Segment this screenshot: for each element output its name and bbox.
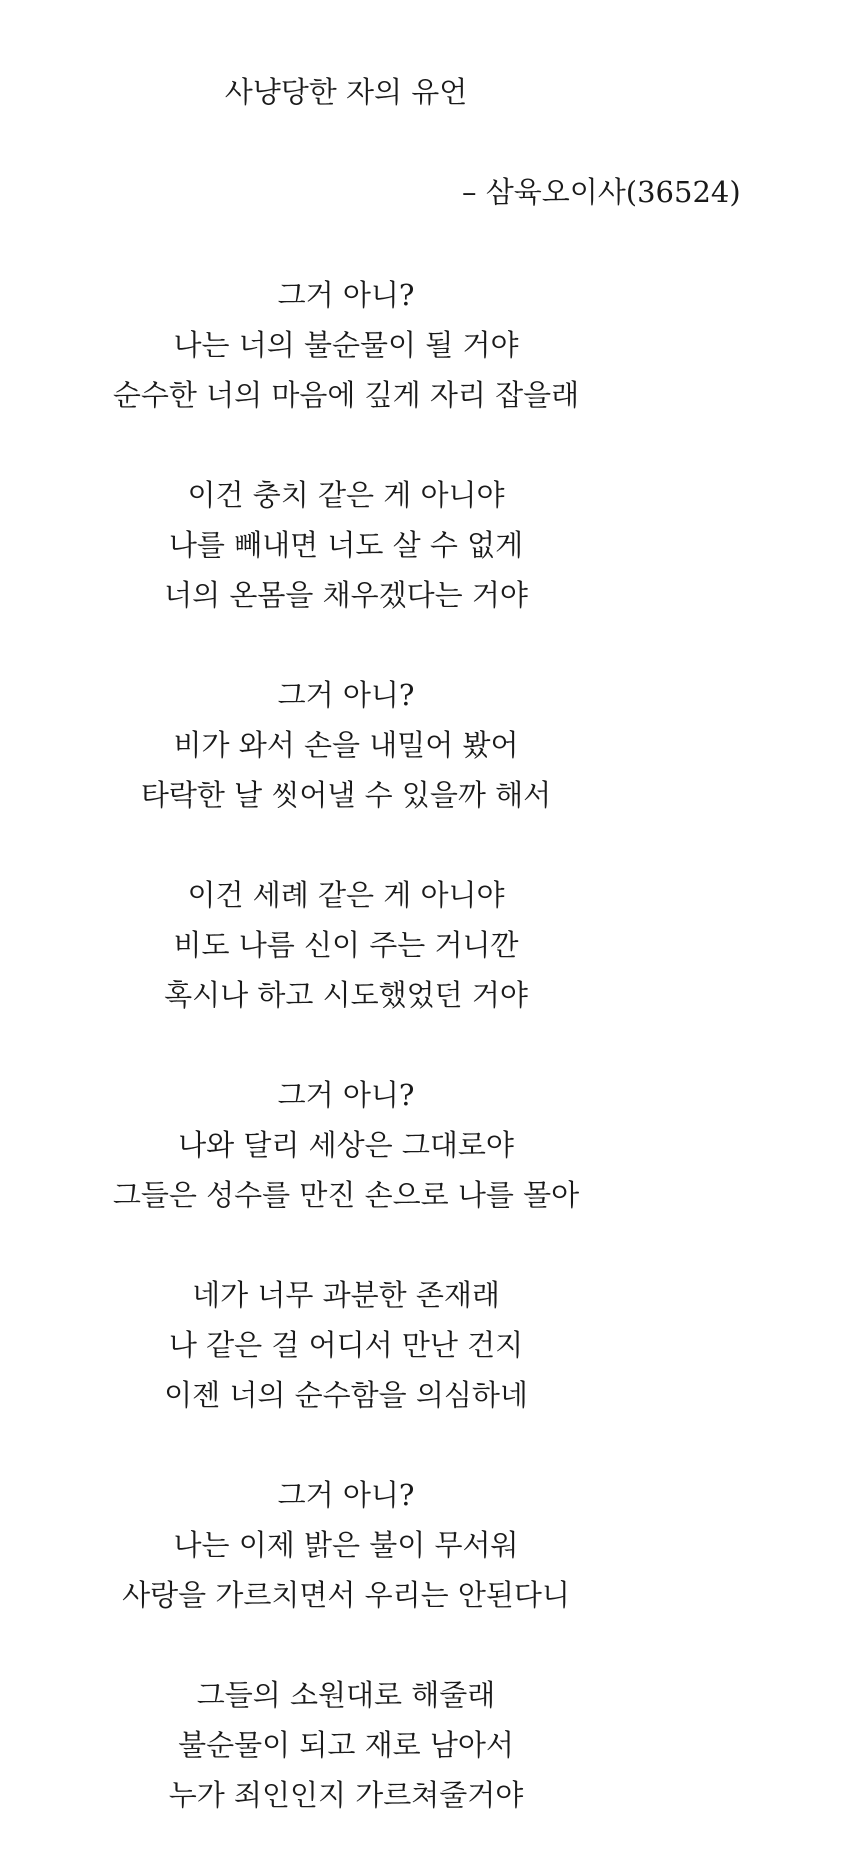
stanza <box>0 1470 768 1620</box>
poem-line: 비도 나름 신이 주는 거니깐 <box>173 928 519 962</box>
poem-line: 이젠 너의 순수함을 의심하네 <box>164 1378 528 1412</box>
poem-line: 불순물이 되고 재로 남아서 <box>178 1728 514 1762</box>
poem-body <box>0 270 768 1870</box>
poem-line: 순수한 너의 마음에 깊게 자리 잡을래 <box>112 378 580 412</box>
poem-line: 비가 와서 손을 내밀어 봤어 <box>173 728 519 762</box>
stanza <box>0 1270 768 1420</box>
stanza <box>0 870 768 1020</box>
poem-title: 사냥당한 자의 유언 <box>224 75 468 109</box>
poem-line: 그거 아니? <box>277 1078 415 1112</box>
poem-line: 너의 온몸을 채우겠다는 거야 <box>164 578 528 612</box>
poem-line: 나는 너의 불순물이 될 거야 <box>173 328 519 362</box>
poem-line: 그거 아니? <box>277 678 415 712</box>
poem-line: 사랑을 가르치면서 우리는 안된다니 <box>122 1578 570 1612</box>
stanza <box>0 270 768 420</box>
poem-line: 누가 죄인인지 가르쳐줄거야 <box>168 1778 524 1812</box>
poem-line: 나를 빼내면 너도 살 수 없게 <box>168 528 524 562</box>
poem-line: 그거 아니? <box>277 1478 415 1512</box>
poem-line: 그들은 성수를 만진 손으로 나를 몰아 <box>112 1178 580 1212</box>
stanza <box>0 470 768 620</box>
poem-line: 그들의 소원대로 해줄래 <box>196 1678 496 1712</box>
poem-line: 타락한 날 씻어낼 수 있을까 해서 <box>140 778 552 812</box>
poem-line: 나 같은 걸 어디서 만난 건지 <box>168 1328 524 1362</box>
poem-author: – 삼육오이사(36524) <box>462 175 741 209</box>
poem-line: 혹시나 하고 시도했었던 거야 <box>164 978 528 1012</box>
poem-line: 네가 너무 과분한 존재래 <box>192 1278 500 1312</box>
stanza <box>0 1670 768 1820</box>
poem-line: 이건 충치 같은 게 아니야 <box>187 478 505 512</box>
stanza <box>0 670 768 820</box>
poem-line: 나와 달리 세상은 그대로야 <box>178 1128 514 1162</box>
stanza <box>0 1070 768 1220</box>
poem-line: 나는 이제 밝은 불이 무서워 <box>173 1528 519 1562</box>
poem-line: 이건 세례 같은 게 아니야 <box>187 878 505 912</box>
poem-line: 그거 아니? <box>277 278 415 312</box>
